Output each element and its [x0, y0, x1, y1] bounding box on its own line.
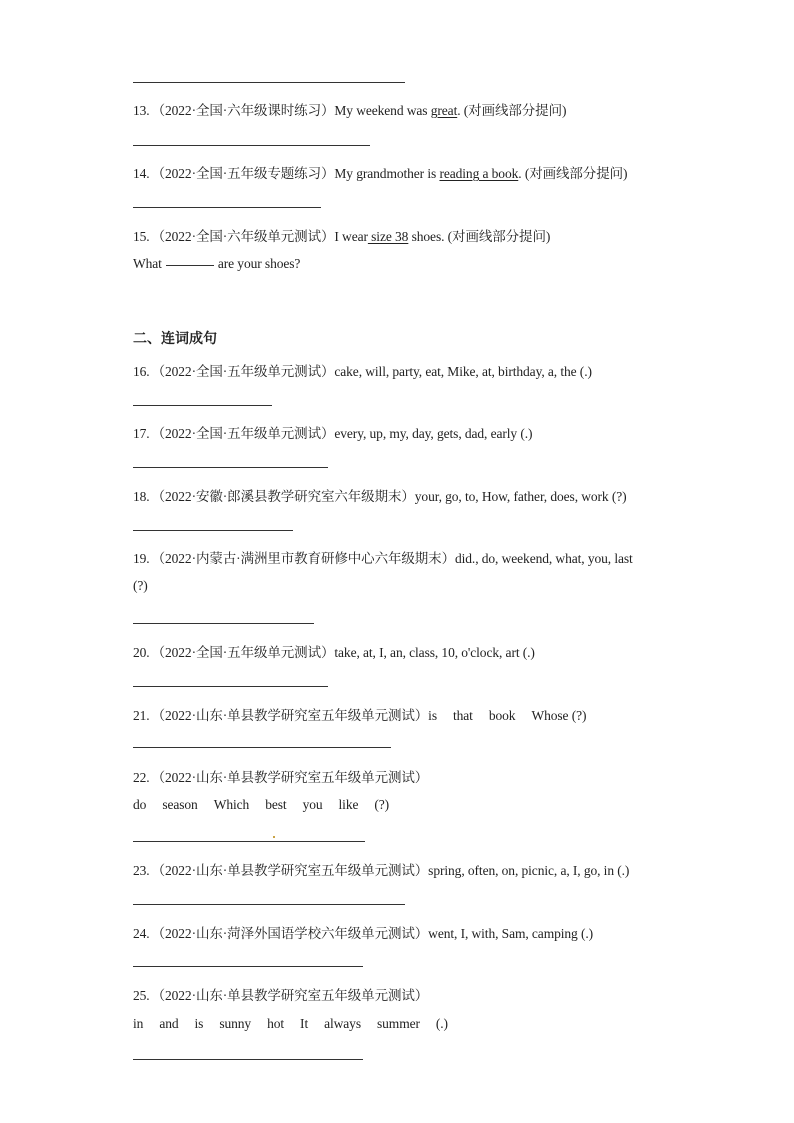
- ink-dot: [273, 836, 275, 838]
- word: do: [133, 797, 147, 812]
- question-19-line2: [133, 578, 148, 594]
- question-number: 22.: [133, 770, 150, 785]
- word-list: your, go, to, How, father, does, work (?): [414, 489, 627, 504]
- question-16: [133, 360, 592, 380]
- word-list: take, at, I, an, class, 10, o'clock, art (.): [334, 645, 535, 660]
- word: best: [265, 797, 287, 812]
- word: season: [162, 797, 198, 812]
- question-instruction: shoes. (对画线部分提问): [408, 229, 551, 244]
- word: hot: [267, 1016, 285, 1031]
- question-source: （2022·山东·菏泽外国语学校六年级单元测试）: [151, 926, 429, 941]
- question-source: （2022·全国·六年级单元测试）: [151, 229, 335, 244]
- answer-line-21[interactable]: [133, 747, 391, 748]
- word: in: [133, 1016, 144, 1031]
- word-list: (?): [133, 578, 148, 593]
- answer-line-19[interactable]: [133, 623, 314, 624]
- answer-line-25[interactable]: [133, 1059, 363, 1060]
- question-source: （2022·山东·单县教学研究室五年级单元测试）: [151, 770, 429, 785]
- word-list: spring, often, on, picnic, a, I, go, in (.): [428, 863, 630, 878]
- question-source: （2022·全国·五年级单元测试）: [151, 645, 335, 660]
- question-17: [133, 422, 532, 442]
- question-source: （2022·山东·单县教学研究室五年级单元测试）: [151, 863, 429, 878]
- question-24: [133, 922, 593, 942]
- word: summer: [376, 1016, 420, 1031]
- question-number: 19.: [133, 551, 150, 566]
- word: like: [338, 797, 359, 812]
- answer-line-18[interactable]: [133, 530, 293, 531]
- question-number: 20.: [133, 645, 150, 660]
- word: and: [159, 1016, 179, 1031]
- word: is: [428, 708, 437, 723]
- answer-line-16[interactable]: [133, 405, 272, 406]
- question-source: （2022·山东·单县教学研究室五年级单元测试）: [151, 708, 429, 723]
- question-15: [133, 225, 550, 245]
- question-source: （2022·全国·六年级课时练习）: [151, 103, 335, 118]
- question-source: （2022·山东·单县教学研究室五年级单元测试）: [151, 988, 429, 1003]
- word-list: cake, will, party, eat, Mike, at, birthday, a, the (.): [334, 364, 592, 379]
- word-list: went, I, with, Sam, camping (.): [428, 926, 594, 941]
- question-source: （2022·安徽·郎溪县教学研究室六年级期末）: [151, 489, 415, 504]
- question-number: 14.: [133, 166, 150, 181]
- word: It: [300, 1016, 309, 1031]
- question-number: 21.: [133, 708, 150, 723]
- question-number: 18.: [133, 489, 150, 504]
- word: book: [488, 708, 516, 723]
- answer-line-24[interactable]: [133, 966, 363, 967]
- question-number: 25.: [133, 988, 150, 1003]
- word: you: [302, 797, 323, 812]
- question-number: 15.: [133, 229, 150, 244]
- section-title: 二、连词成句: [133, 331, 217, 347]
- word: Which: [213, 797, 250, 812]
- word: (.): [435, 1016, 448, 1031]
- question-number: 23.: [133, 863, 150, 878]
- underlined-part: size 38: [367, 229, 409, 244]
- question-23: [133, 859, 629, 879]
- question-number: 13.: [133, 103, 150, 118]
- question-13: [133, 99, 566, 119]
- question-15-line2: [133, 256, 300, 272]
- question-22: [133, 766, 428, 786]
- question-text: What: [133, 256, 162, 271]
- question-number: 17.: [133, 426, 150, 441]
- fill-blank[interactable]: [166, 264, 214, 266]
- question-18: [133, 485, 627, 505]
- answer-line-22[interactable]: [133, 841, 365, 842]
- word-list: did., do, weekend, what, you, last: [454, 551, 633, 566]
- underlined-part: reading a book: [439, 166, 519, 181]
- answer-line-20[interactable]: [133, 686, 328, 687]
- answer-line-23[interactable]: [133, 904, 405, 905]
- answer-line-17[interactable]: [133, 467, 328, 468]
- question-22-words: [133, 797, 405, 813]
- question-source: （2022·全国·五年级单元测试）: [151, 364, 335, 379]
- question-14: [133, 162, 627, 182]
- question-source: （2022·全国·五年级专题练习）: [151, 166, 335, 181]
- question-25-words: [133, 1016, 464, 1032]
- question-instruction: . (对画线部分提问): [518, 166, 628, 181]
- question-instruction: . (对画线部分提问): [457, 103, 567, 118]
- question-text: I wear: [334, 229, 368, 244]
- underlined-part: great: [430, 103, 458, 118]
- question-number: 16.: [133, 364, 150, 379]
- question-source: （2022·内蒙古·满洲里市教育研修中心六年级期末）: [151, 551, 455, 566]
- question-25: [133, 984, 428, 1004]
- word: sunny: [219, 1016, 252, 1031]
- question-text: are your shoes?: [217, 256, 301, 271]
- word: Whose (?): [531, 708, 587, 723]
- word-list: [428, 708, 602, 723]
- question-text: My weekend was: [334, 103, 431, 118]
- word: is: [194, 1016, 204, 1031]
- word: that: [452, 708, 473, 723]
- word: always: [324, 1016, 361, 1031]
- word: (?): [374, 797, 390, 812]
- question-20: [133, 641, 535, 661]
- question-19: [133, 547, 633, 567]
- question-source: （2022·全国·五年级单元测试）: [151, 426, 335, 441]
- word-list: every, up, my, day, gets, dad, early (.): [334, 426, 533, 441]
- answer-line-14[interactable]: [133, 207, 321, 208]
- question-text: My grandmother is: [334, 166, 440, 181]
- question-number: 24.: [133, 926, 150, 941]
- answer-line-13[interactable]: [133, 145, 370, 146]
- question-21: [133, 704, 602, 724]
- answer-line[interactable]: [133, 82, 405, 83]
